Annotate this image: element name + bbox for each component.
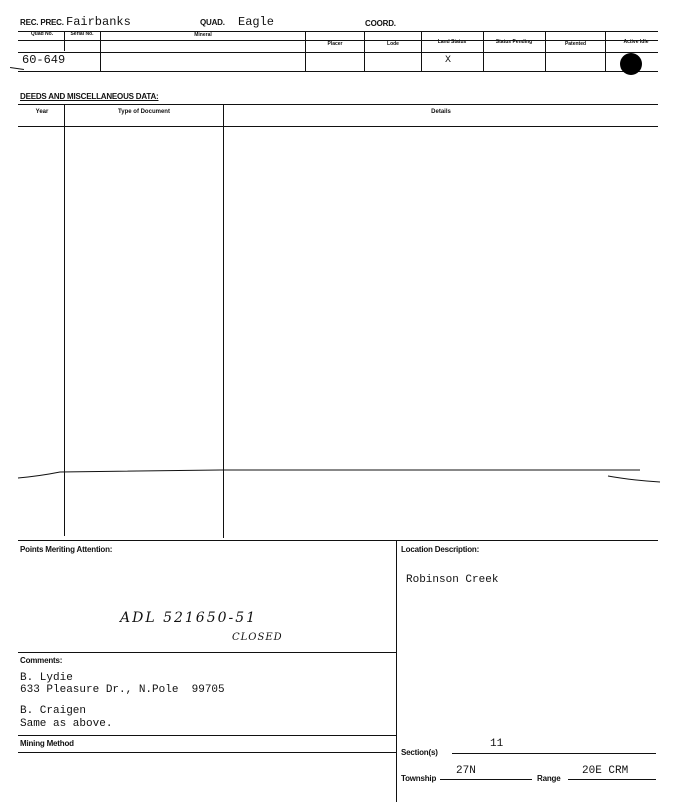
header-top-rule (18, 31, 658, 32)
quad-value: Eagle (238, 15, 275, 29)
col-sep (545, 31, 546, 71)
location-title: Location Description: (401, 545, 480, 554)
comments-line-3: B. Craigen (20, 705, 87, 717)
section-underline (452, 753, 656, 754)
mining-title: Mining Method (20, 739, 74, 748)
deeds-col-year: Year (35, 109, 49, 115)
land-status-mark: X (445, 55, 452, 66)
header-edge-mark (10, 67, 24, 70)
range-label: Range (537, 774, 561, 783)
col-lode: Lode (387, 41, 399, 47)
section-label: Section(s) (401, 748, 438, 757)
deeds-title: DEEDS AND MISCELLANEOUS DATA: (20, 92, 159, 101)
col-sep (421, 31, 422, 71)
deeds-col-type: Type of Document (118, 109, 170, 115)
township-value: 27N (456, 765, 476, 777)
header-bottom-rule (18, 71, 658, 72)
township-label: Township (401, 774, 437, 783)
col-land-status: Land Status (437, 39, 467, 45)
col-placer: Placer (327, 41, 343, 47)
range-underline (568, 779, 656, 780)
active-status-dot (620, 53, 642, 75)
rec-prec-label: REC. PREC. (20, 18, 64, 27)
lower-top-rule (18, 540, 658, 541)
range-value: 20E CRM (582, 765, 629, 777)
comments-line-4: Same as above. (20, 718, 113, 730)
col-sep (605, 31, 606, 71)
quad-label: QUAD. (200, 18, 225, 27)
col-sep (305, 31, 306, 71)
rec-prec-value: Fairbanks (66, 15, 131, 29)
col-active: Active Idle (623, 39, 649, 45)
col-sep (483, 31, 484, 71)
points-handwritten-1: ADL 521650-51 (120, 610, 258, 626)
deeds-top-rule (18, 104, 658, 105)
section-value: 11 (490, 738, 504, 750)
comments-title: Comments: (20, 656, 63, 665)
mining-bottom-rule (18, 752, 396, 753)
points-handwritten-2: CLOSED (232, 632, 283, 643)
col-sep (364, 31, 365, 71)
coord-label: COORD. (365, 19, 396, 28)
mining-top-rule (18, 735, 396, 736)
lower-col-sep (396, 540, 397, 802)
col-status-pending: Status Pending (495, 39, 533, 45)
comments-top-rule (18, 652, 396, 653)
quad-no-value: 60-649 (22, 53, 66, 67)
comments-line-2: 633 Pleasure Dr., N.Pole 99705 (20, 684, 225, 696)
col-quad-no: Quad No. (30, 31, 54, 37)
deeds-header-rule (18, 126, 658, 127)
township-underline (440, 779, 532, 780)
points-title: Points Meriting Attention: (20, 545, 113, 554)
col-serial-no: Serial No. (70, 31, 94, 37)
deeds-col-details: Details (431, 109, 451, 115)
header-row-rule (18, 52, 658, 53)
col-patented: Patented (564, 41, 587, 47)
col-mineral: Mineral (194, 32, 212, 38)
fold-line (0, 462, 678, 492)
location-value: Robinson Creek (406, 574, 499, 586)
comments-line-1: B. Lydie (20, 672, 73, 684)
